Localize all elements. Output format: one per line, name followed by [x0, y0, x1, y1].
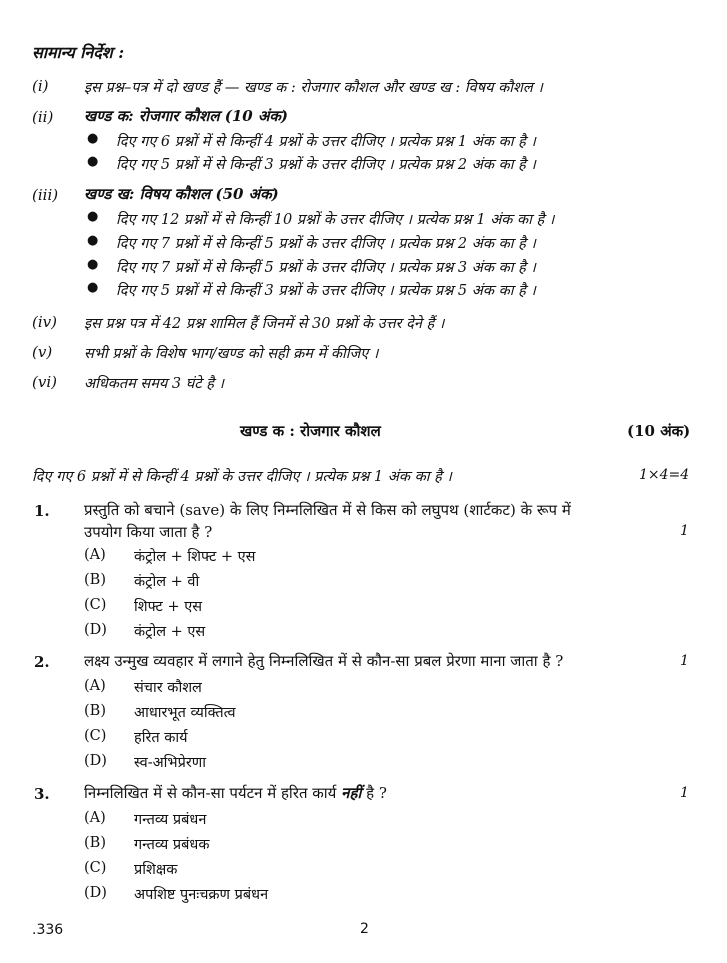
option-text: स्व-अभिप्रेरणा — [134, 755, 207, 771]
question-number: 1. — [34, 502, 50, 520]
instruction-text: सभी प्रश्नों के विशेष भाग/खण्ड को सही क्रम में कीजिए । — [84, 346, 379, 362]
question-text: प्रस्तुति को बचाने (save) के लिए निम्नलिखित में से किस को लघुपथ (शार्टकट) के रूप में — [84, 501, 571, 519]
instruction-bullet: दिए गए 5 प्रश्नों में से किन्हीं 3 प्रश्नों के उत्तर दीजिए । प्रत्येक प्रश्न 5 अंक का है । — [116, 283, 536, 299]
instruction-text: इस प्रश्न–पत्र में दो खण्ड हैं — खण्ड क : रोजगार कौशल और खण्ड ख : विषय कौशल । — [84, 80, 543, 96]
instruction-bullet: दिए गए 7 प्रश्नों में से किन्हीं 5 प्रश्नों के उत्तर दीजिए । प्रत्येक प्रश्न 2 अंक का है । — [116, 236, 536, 252]
section-title: खण्ड क : रोजगार कौशल — [240, 422, 381, 440]
page-number: 2 — [360, 921, 369, 937]
option-text: आधारभूत व्यक्तित्व — [134, 705, 236, 721]
option-text: संचार कौशल — [134, 680, 202, 696]
instruction-text: अधिकतम समय 3 घंटे है । — [84, 376, 225, 392]
option-label: (A) — [84, 547, 106, 563]
option-text: अपशिष्ट पुनःचक्रण प्रबंधन — [134, 887, 269, 903]
question-mark: 1 — [680, 523, 689, 539]
section-marks: (10 अंक) — [627, 422, 691, 440]
option-label: (A) — [84, 810, 106, 826]
option-label: (C) — [84, 597, 107, 613]
option-label: (B) — [84, 835, 106, 851]
instruction-subheading: खण्ड ख: विषय कौशल (50 अंक) — [84, 185, 279, 203]
instruction-num: (vi) — [32, 373, 57, 391]
section-instruction: दिए गए 6 प्रश्नों में से किन्हीं 4 प्रश्नों के उत्तर दीजिए । प्रत्येक प्रश्न 1 अंक का है । — [32, 469, 452, 485]
option-text: प्रशिक्षक — [134, 862, 178, 878]
bullet-icon: ● — [87, 209, 99, 224]
bullet-icon: ● — [87, 257, 99, 272]
option-text: हरित कार्य — [134, 730, 188, 746]
option-label: (D) — [84, 753, 107, 769]
option-label: (D) — [84, 622, 107, 638]
option-label: (C) — [84, 728, 107, 744]
question-text-continued: उपयोग किया जाता है ? — [84, 523, 213, 541]
option-text: कंट्रोल + वी — [134, 574, 200, 590]
bullet-icon: ● — [87, 131, 99, 146]
option-text: गन्तव्य प्रबंधन — [134, 812, 207, 828]
question-text: निम्नलिखित में से कौन-सा पर्यटन में हरित कार्य नहीं है ? — [84, 784, 387, 802]
instruction-subheading: खण्ड क: रोजगार कौशल (10 अंक) — [84, 107, 289, 125]
instruction-bullet: दिए गए 6 प्रश्नों में से किन्हीं 4 प्रश्नों के उत्तर दीजिए । प्रत्येक प्रश्न 1 अंक का है । — [116, 134, 536, 150]
instructions-heading: सामान्य निर्देश : — [32, 43, 125, 62]
question-mark: 1 — [680, 785, 689, 801]
instruction-text: इस प्रश्न पत्र में 42 प्रश्न शामिल हैं जिनमें से 30 प्रश्नों के उत्तर देने हैं । — [84, 316, 445, 332]
section-marks-formula: 1×4=4 — [639, 467, 690, 483]
instruction-num: (iv) — [32, 313, 57, 331]
option-text: कंट्रोल + शिफ्ट + एस — [134, 549, 256, 565]
option-label: (D) — [84, 885, 107, 901]
instruction-num: (v) — [32, 343, 53, 361]
instruction-num: (i) — [32, 77, 49, 95]
instruction-num: (ii) — [32, 108, 54, 126]
paper-code: .336 — [32, 922, 64, 938]
question-number: 3. — [34, 785, 50, 803]
option-label: (B) — [84, 572, 106, 588]
option-text: गन्तव्य प्रबंधक — [134, 837, 210, 853]
bullet-icon: ● — [87, 154, 99, 169]
question-text: लक्ष्य उन्मुख व्यवहार में लगाने हेतु निम्नलिखित में से कौन-सा प्रबल प्रेरणा माना जाता है ? — [84, 652, 564, 670]
option-label: (C) — [84, 860, 107, 876]
option-text: कंट्रोल + एस — [134, 624, 206, 640]
option-label: (B) — [84, 703, 106, 719]
bullet-icon: ● — [87, 233, 99, 248]
instruction-bullet: दिए गए 7 प्रश्नों में से किन्हीं 5 प्रश्नों के उत्तर दीजिए । प्रत्येक प्रश्न 3 अंक का है । — [116, 260, 536, 276]
instruction-bullet: दिए गए 5 प्रश्नों में से किन्हीं 3 प्रश्नों के उत्तर दीजिए । प्रत्येक प्रश्न 2 अंक का है । — [116, 157, 536, 173]
question-mark: 1 — [680, 653, 689, 669]
bullet-icon: ● — [87, 280, 99, 295]
option-label: (A) — [84, 678, 106, 694]
instruction-bullet: दिए गए 12 प्रश्नों में से किन्हीं 10 प्रश्नों के उत्तर दीजिए । प्रत्येक प्रश्न 1 अंक का है । — [116, 212, 555, 228]
option-text: शिफ्ट + एस — [134, 599, 203, 615]
instruction-num: (iii) — [32, 186, 59, 204]
question-emphasis: नहीं — [341, 784, 362, 802]
question-number: 2. — [34, 653, 50, 671]
